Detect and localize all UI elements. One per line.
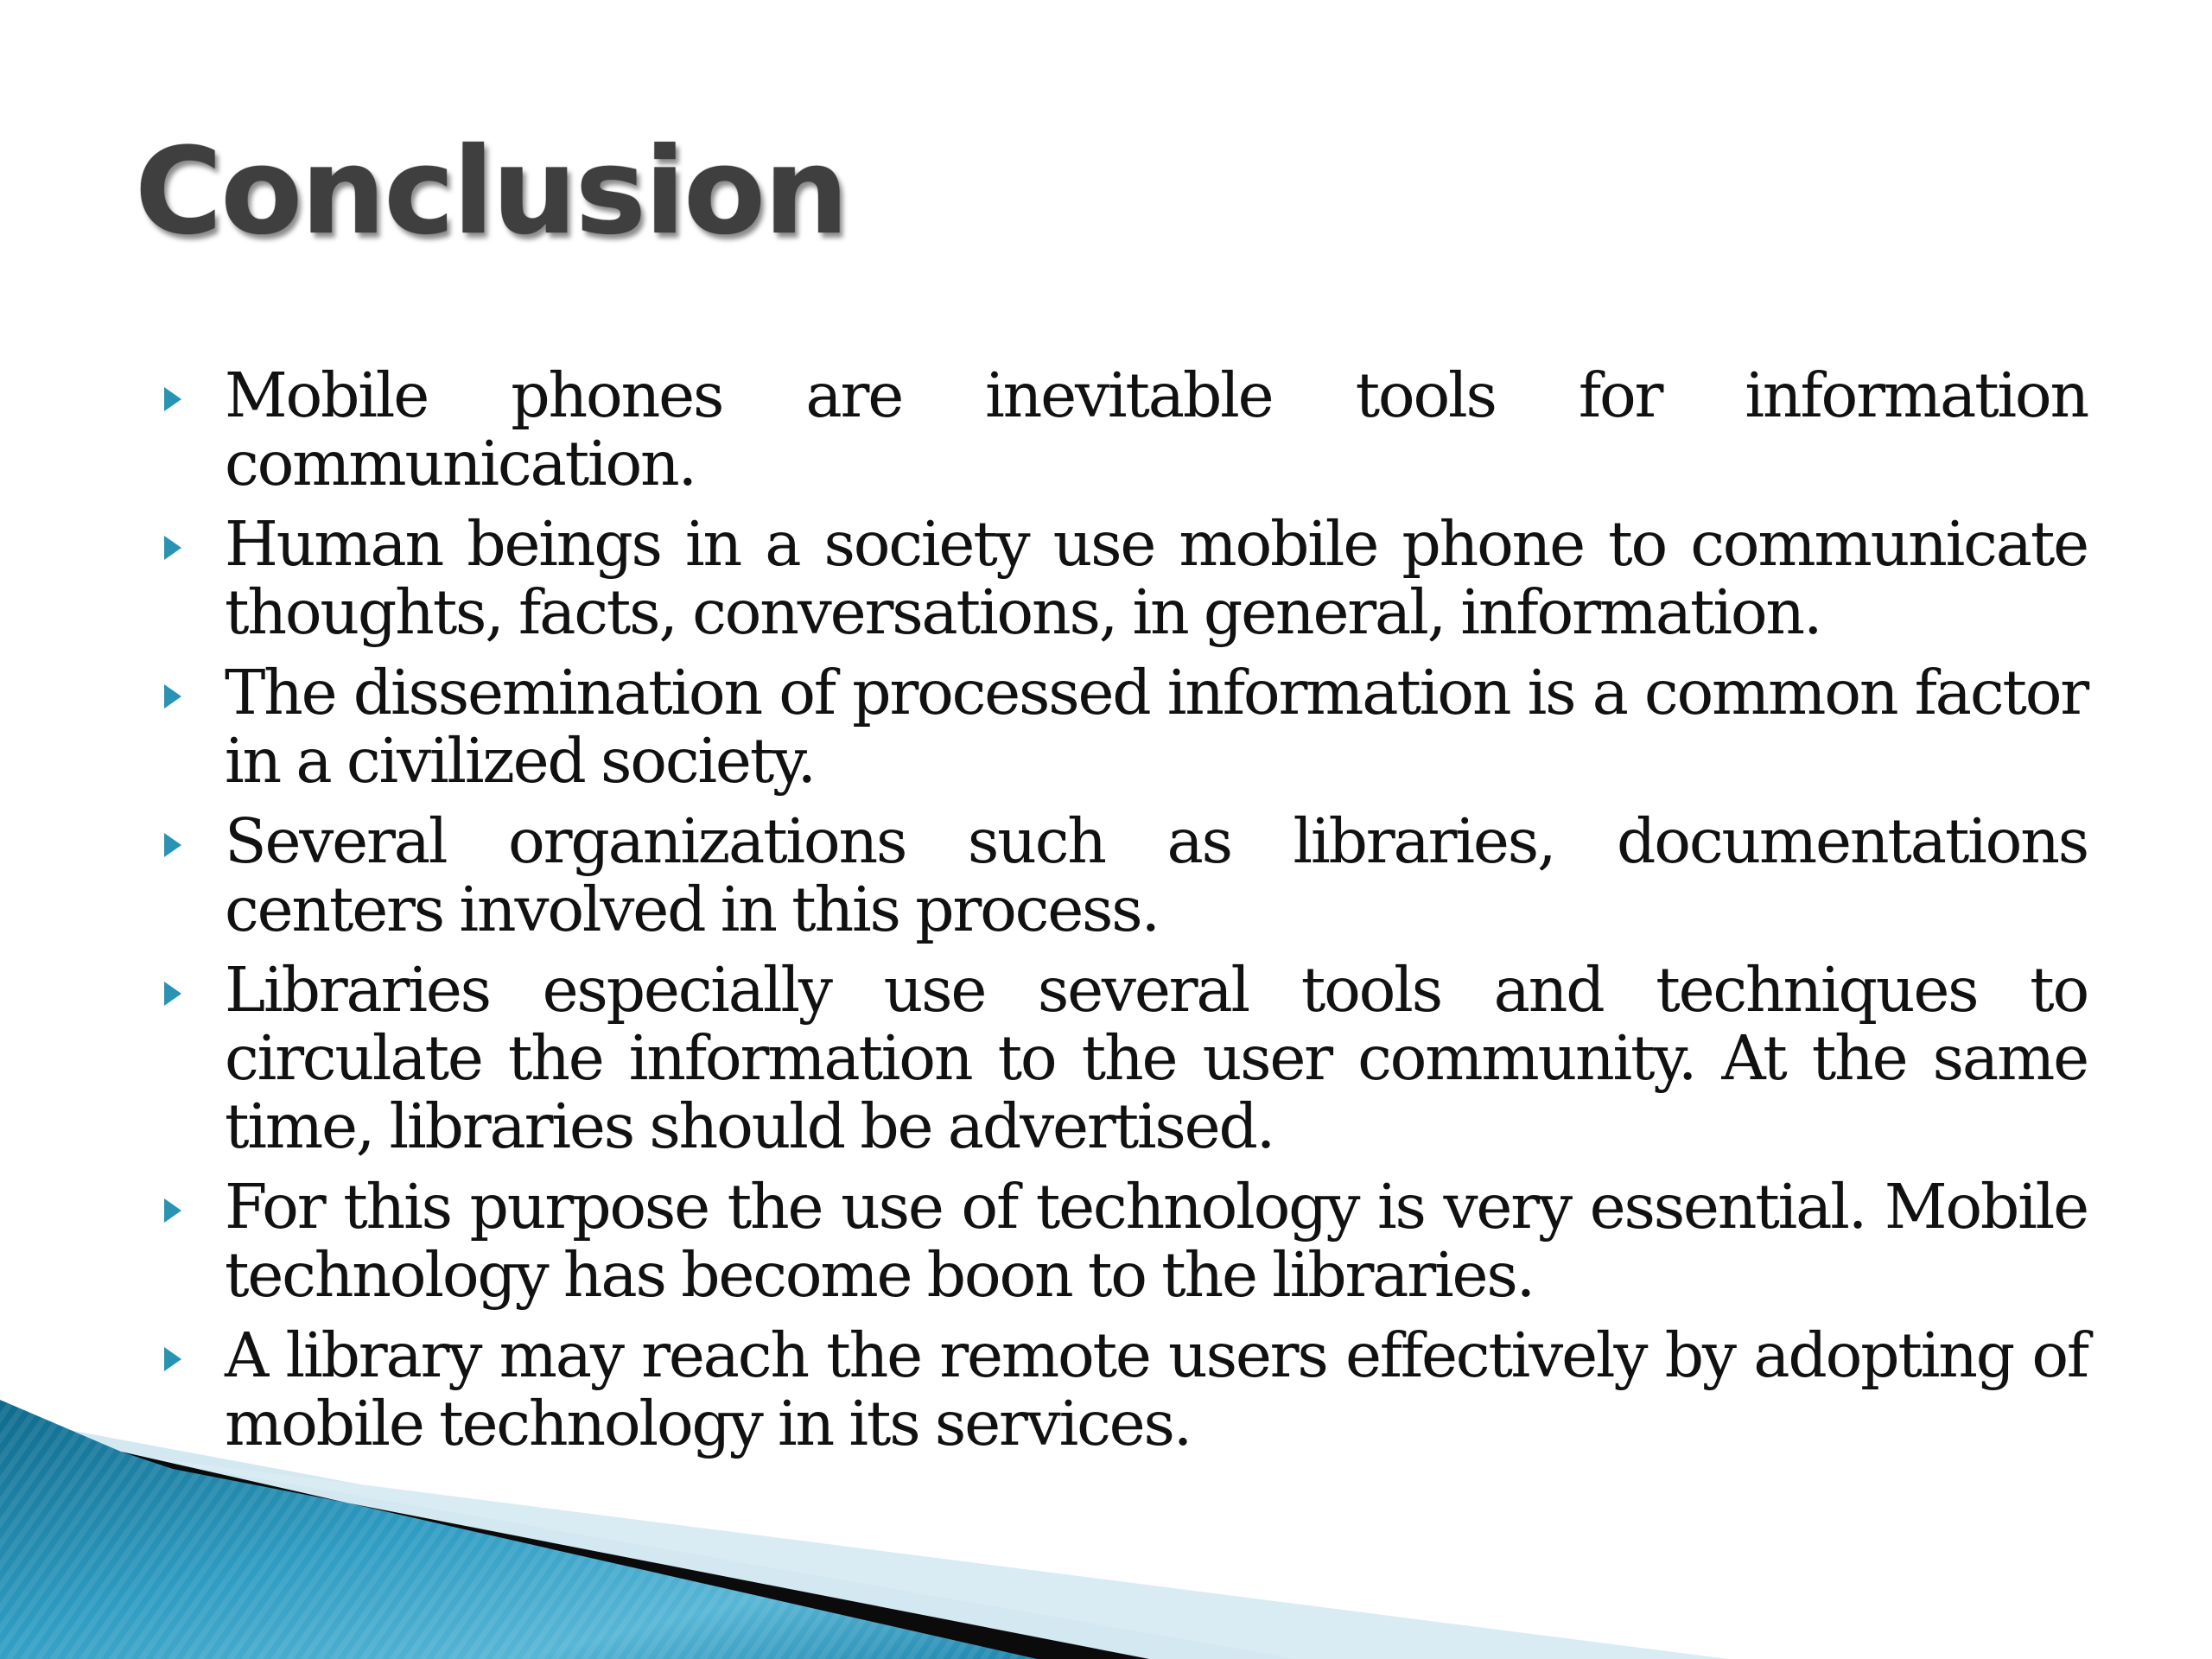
bullet-text: A library may reach the remote users effectively by adopting of mobile technology in its services. (225, 1319, 2088, 1459)
bullet-list (164, 361, 2088, 1470)
list-item (164, 807, 2088, 944)
list-item (164, 361, 2088, 498)
bullet-text: Several organizations such as libraries, documentations centers involved in this process. (225, 805, 2088, 945)
bullet-arrow-icon (164, 982, 181, 1006)
slide-title: Conclusion (135, 122, 848, 261)
bullet-arrow-icon (164, 387, 181, 411)
bullet-arrow-icon (164, 536, 181, 560)
bullet-arrow-icon (164, 833, 181, 857)
bullet-arrow-icon (164, 1347, 181, 1371)
list-item (164, 1321, 2088, 1458)
list-item (164, 956, 2088, 1160)
bullet-text: For this purpose the use of technology is very essential. Mobile technology has become boon to the libraries. (225, 1171, 2088, 1311)
bullet-text: The dissemination of processed information is a common factor in a civilized society. (225, 657, 2088, 797)
list-item (164, 510, 2088, 646)
bullet-text: Libraries especially use several tools and techniques to circulate the information to the user community. At the same time, libraries should be advertised. (225, 954, 2088, 1162)
list-item (164, 1173, 2088, 1309)
bullet-text: Human beings in a society use mobile phone to communicate thoughts, facts, conversations, in general, information. (225, 508, 2088, 648)
bullet-arrow-icon (164, 1198, 181, 1223)
bullet-text: Mobile phones are inevitable tools for information communication. (225, 359, 2088, 499)
list-item (164, 658, 2088, 795)
bullet-arrow-icon (164, 684, 181, 709)
